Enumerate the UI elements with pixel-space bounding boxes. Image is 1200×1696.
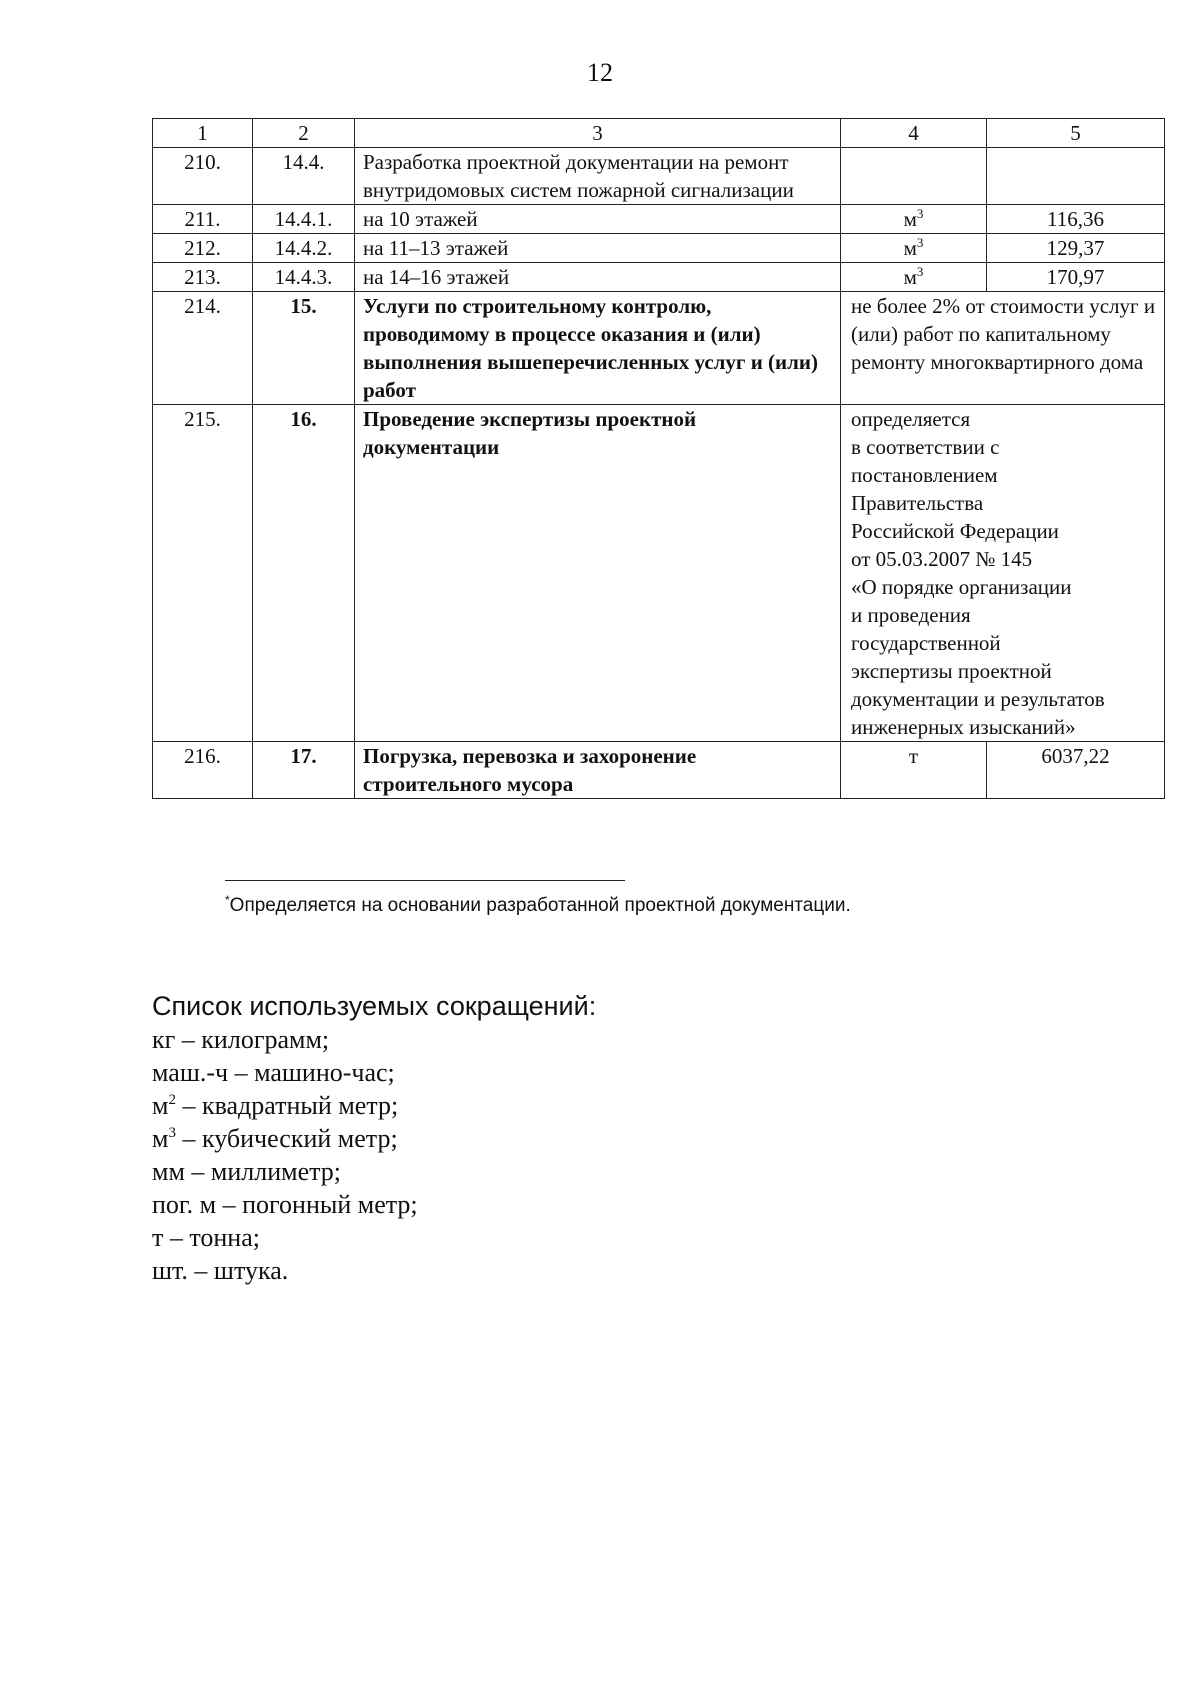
row-number: 215.	[153, 405, 253, 742]
header-cell: 4	[841, 119, 987, 148]
abbreviation-text: м	[152, 1124, 169, 1153]
item-merged-value: не более 2% от стоимости услуг и (или) работ по капитальному ремонту многоквартирного дома	[841, 292, 1165, 405]
item-name: на 10 этажей	[355, 205, 841, 234]
table-row	[153, 234, 1165, 263]
value-line: государственной	[851, 631, 1001, 655]
table-header-row	[153, 119, 1165, 148]
item-code: 14.4.1.	[253, 205, 355, 234]
value-line: экспертизы проектной	[851, 659, 1052, 683]
item-unit	[841, 263, 987, 292]
abbreviation-text: т – тонна;	[152, 1223, 260, 1252]
value-line: «О порядке организации	[851, 575, 1072, 599]
abbreviation-item	[152, 1155, 852, 1188]
abbreviation-text: кг – килограмм;	[152, 1025, 330, 1054]
item-code: 15.	[253, 292, 355, 405]
row-number: 214.	[153, 292, 253, 405]
value-line: постановлением	[851, 463, 998, 487]
item-code: 16.	[253, 405, 355, 742]
item-value: 129,37	[987, 234, 1165, 263]
footnote-mark: *	[225, 893, 230, 907]
row-number: 212.	[153, 234, 253, 263]
unit-text: м	[903, 265, 917, 289]
works-table	[152, 118, 1165, 799]
footnote-divider	[225, 880, 625, 881]
row-number: 210.	[153, 148, 253, 205]
unit-text: м	[903, 236, 917, 260]
item-name: Погрузка, перевозка и захоронение строительного мусора	[355, 742, 841, 799]
header-cell: 3	[355, 119, 841, 148]
header-cell: 2	[253, 119, 355, 148]
item-code: 14.4.3.	[253, 263, 355, 292]
abbreviation-item	[152, 1254, 852, 1287]
table-row	[153, 405, 1165, 742]
item-value: 6037,22	[987, 742, 1165, 799]
item-name: Проведение экспертизы проектной документации	[355, 405, 841, 742]
value-line: документации и результатов	[851, 687, 1105, 711]
table-row	[153, 148, 1165, 205]
abbreviation-superscript: 2	[168, 1092, 176, 1108]
table-row	[153, 205, 1165, 234]
item-unit	[841, 148, 987, 205]
header-cell: 1	[153, 119, 253, 148]
value-line: в соответствии с	[851, 435, 1000, 459]
value-line: определяется	[851, 407, 971, 431]
table-row	[153, 292, 1165, 405]
row-number: 213.	[153, 263, 253, 292]
table-row	[153, 263, 1165, 292]
abbreviation-item	[152, 1023, 852, 1056]
value-line: инженерных изысканий»	[851, 715, 1076, 739]
item-name: Услуги по строительному контролю, проводимому в процессе оказания и (или) выполнения вышеперечисленных услуг и (или) работ	[355, 292, 841, 405]
abbreviation-text: м	[152, 1091, 169, 1120]
abbreviation-item	[152, 1056, 852, 1089]
value-line: Российской Федерации	[851, 519, 1059, 543]
item-value	[987, 148, 1165, 205]
footnote-text: Определяется на основании разработанной проектной документации.	[229, 895, 851, 916]
abbreviation-text: – квадратный метр;	[175, 1091, 399, 1120]
abbreviation-text: шт. – штука.	[152, 1256, 289, 1285]
item-unit	[841, 234, 987, 263]
item-code: 17.	[253, 742, 355, 799]
item-code: 14.4.	[253, 148, 355, 205]
item-name: на 11–13 этажей	[355, 234, 841, 263]
abbreviation-text: мм – миллиметр;	[152, 1157, 342, 1186]
item-unit: т	[841, 742, 987, 799]
item-name: на 14–16 этажей	[355, 263, 841, 292]
item-name: Разработка проектной документации на ремонт внутридомовых систем пожарной сигнализации	[355, 148, 841, 205]
abbreviation-text: – кубический метр;	[175, 1124, 398, 1153]
unit-superscript: 3	[916, 235, 924, 250]
item-code: 14.4.2.	[253, 234, 355, 263]
item-merged-value	[841, 405, 1165, 742]
row-number: 216.	[153, 742, 253, 799]
row-number: 211.	[153, 205, 253, 234]
unit-text: м	[903, 207, 917, 231]
value-line: и проведения	[851, 603, 971, 627]
item-value: 116,36	[987, 205, 1165, 234]
value-line: от 05.03.2007 № 145	[851, 547, 1033, 571]
abbreviation-text: пог. м – погонный метр;	[152, 1190, 418, 1219]
abbreviation-item	[152, 1122, 852, 1155]
header-cell: 5	[987, 119, 1165, 148]
abbreviation-superscript: 3	[168, 1125, 176, 1141]
value-line: Правительства	[851, 491, 984, 515]
abbreviation-text: маш.-ч – машино-час;	[152, 1058, 395, 1087]
item-value: 170,97	[987, 263, 1165, 292]
footnote	[225, 895, 1125, 917]
abbreviation-item	[152, 1221, 852, 1254]
abbreviations-list	[152, 990, 852, 1287]
abbreviation-item	[152, 1188, 852, 1221]
unit-superscript: 3	[916, 264, 924, 279]
abbreviation-item	[152, 1089, 852, 1122]
table-row	[153, 742, 1165, 799]
unit-superscript: 3	[916, 206, 924, 221]
abbreviations-title: Список используемых сокращений:	[152, 991, 597, 1021]
page-number: 12	[587, 58, 613, 87]
item-unit	[841, 205, 987, 234]
